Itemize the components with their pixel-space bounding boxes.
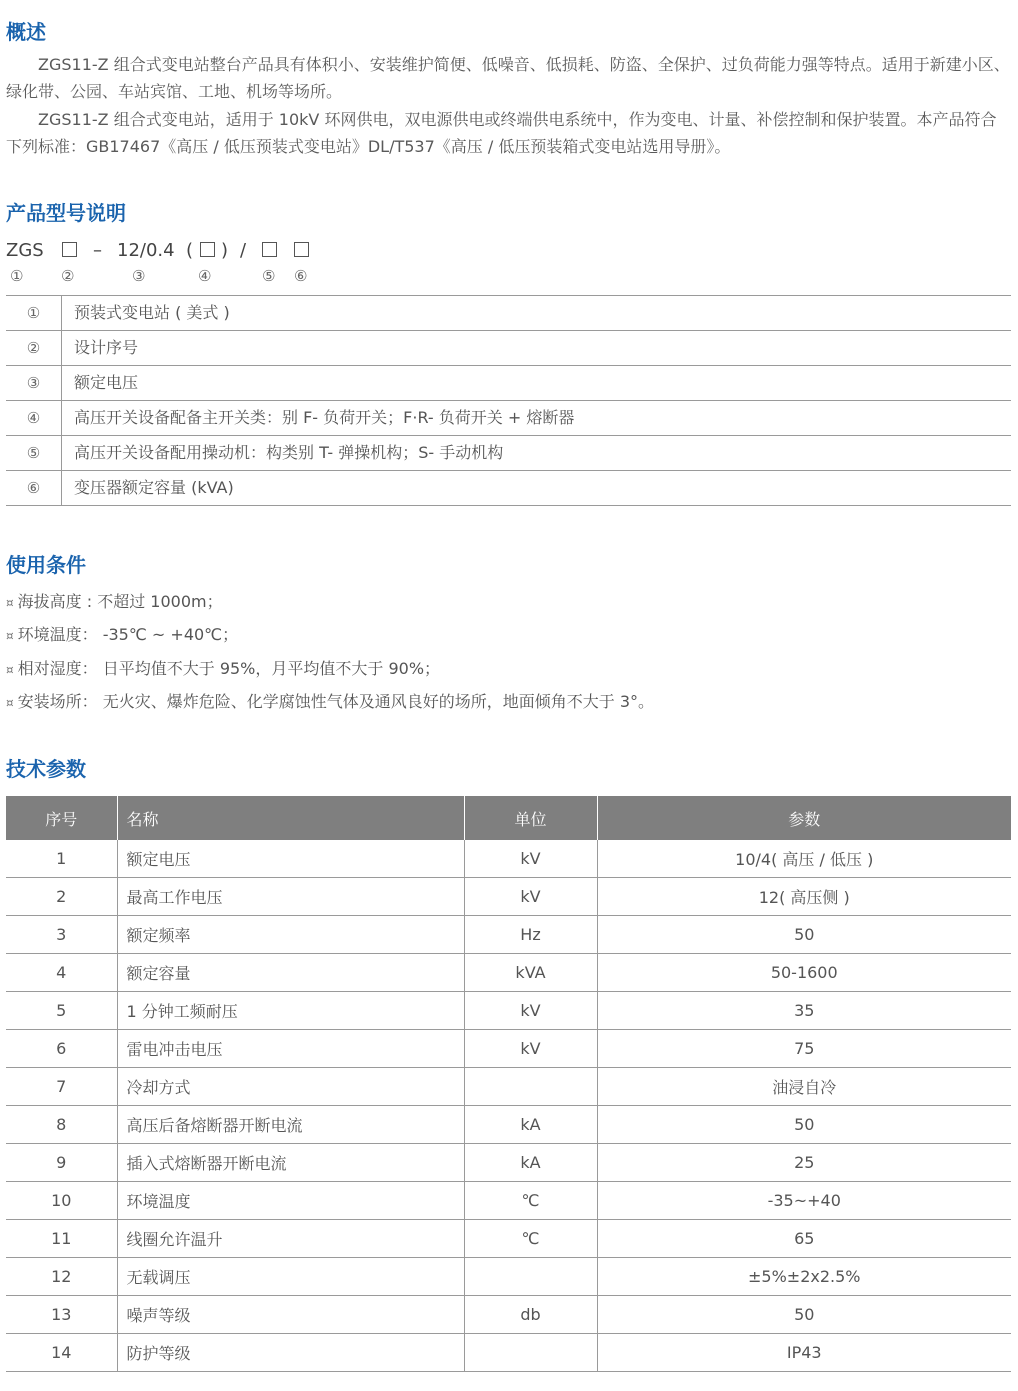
bullet-icon: ¤ bbox=[6, 663, 14, 677]
model-marker: ④ bbox=[198, 267, 212, 285]
table-row bbox=[6, 916, 1011, 954]
model-row-description: 变压器额定容量 (kVA) bbox=[74, 478, 234, 497]
cell-unit bbox=[464, 1334, 597, 1372]
cell-unit: db bbox=[464, 1296, 597, 1334]
table-row bbox=[6, 840, 1011, 878]
cell-no: 13 bbox=[6, 1296, 117, 1334]
tech-header-row bbox=[6, 796, 1011, 840]
cell-unit: kVA bbox=[464, 954, 597, 992]
cell-name: 1 分钟工频耐压 bbox=[117, 992, 464, 1030]
table-row bbox=[6, 1334, 1011, 1372]
cell-name: 额定容量 bbox=[117, 954, 464, 992]
header-no: 序号 bbox=[6, 796, 117, 840]
condition-text: 相对湿度： 日平均值不大于 95%，月平均值不大于 90%； bbox=[17, 659, 441, 678]
cell-no: 12 bbox=[6, 1258, 117, 1296]
cell-value: 50 bbox=[597, 916, 1011, 954]
model-placeholder-box bbox=[200, 242, 215, 257]
model-placeholder-box bbox=[294, 242, 309, 257]
tech-table bbox=[6, 796, 1011, 1372]
cell-name: 无载调压 bbox=[117, 1258, 464, 1296]
cell-name: 雷电冲击电压 bbox=[117, 1030, 464, 1068]
cell-value: 12( 高压侧 ) bbox=[597, 878, 1011, 916]
cell-no: 6 bbox=[6, 1030, 117, 1068]
cell-unit: kA bbox=[464, 1144, 597, 1182]
cell-value: 75 bbox=[597, 1030, 1011, 1068]
table-row bbox=[6, 1106, 1011, 1144]
cell-unit: kV bbox=[464, 840, 597, 878]
model-table bbox=[6, 295, 1011, 506]
model-slash: / bbox=[240, 240, 247, 261]
model-prefix: ZGS bbox=[6, 240, 44, 261]
condition-text: 环境温度： -35℃ ~ +40℃； bbox=[17, 625, 239, 644]
cell-unit bbox=[464, 1068, 597, 1106]
cell-no: 3 bbox=[6, 916, 117, 954]
model-row-description: 设计序号 bbox=[74, 338, 139, 357]
cell-name: 噪声等级 bbox=[117, 1296, 464, 1334]
model-row-description: 预装式变电站 ( 美式 ) bbox=[74, 303, 230, 322]
model-marker: ② bbox=[61, 267, 75, 285]
model-dash: – bbox=[93, 240, 102, 261]
model-placeholder-box bbox=[262, 242, 277, 257]
cell-no: 11 bbox=[6, 1220, 117, 1258]
table-row bbox=[6, 1258, 1011, 1296]
cell-value: 10/4( 高压 / 低压 ) bbox=[597, 840, 1011, 878]
condition-text: 海拔高度 : 不超过 1000m； bbox=[17, 592, 223, 611]
model-table-row bbox=[6, 471, 1011, 506]
cell-unit bbox=[464, 1258, 597, 1296]
overview-paragraph-1: ZGS11-Z 组合式变电站整台产品具有体积小、安装维护简便、低噪音、低损耗、防盗、全保护、过负荷能力强等特点。适用于新建小区、绿化带、公园、车站宾馆、工地、机场等场所。 bbox=[6, 55, 1010, 101]
header-unit: 单位 bbox=[464, 796, 597, 840]
cell-value: 35 bbox=[597, 992, 1011, 1030]
table-row bbox=[6, 992, 1011, 1030]
model-marker: ③ bbox=[132, 267, 146, 285]
model-row-description: 额定电压 bbox=[74, 373, 139, 392]
overview-paragraph-2: ZGS11-Z 组合式变电站，适用于 10kV 环网供电，双电源供电或终端供电系统中，作为变电、计量、补偿控制和保护装置。本产品符合下列标准：GB17467《高压 / 低压预装式变电站》DL/T537《高压 / 低压预装箱式变电站选用导册》。 bbox=[6, 110, 997, 156]
model-table-row bbox=[6, 296, 1011, 331]
cell-unit: kA bbox=[464, 1106, 597, 1144]
model-row-number: ⑤ bbox=[6, 436, 62, 470]
table-row bbox=[6, 1144, 1011, 1182]
model-row-number: ③ bbox=[6, 366, 62, 400]
bullet-icon: ¤ bbox=[6, 696, 14, 710]
cell-unit: Hz bbox=[464, 916, 597, 954]
condition-item bbox=[6, 658, 440, 681]
tech-title: 技术参数 bbox=[6, 757, 86, 781]
model-table-row bbox=[6, 366, 1011, 401]
header-name: 名称 bbox=[117, 796, 464, 840]
cell-no: 1 bbox=[6, 840, 117, 878]
cell-no: 7 bbox=[6, 1068, 117, 1106]
cell-name: 插入式熔断器开断电流 bbox=[117, 1144, 464, 1182]
cell-value: 65 bbox=[597, 1220, 1011, 1258]
cell-no: 8 bbox=[6, 1106, 117, 1144]
table-row bbox=[6, 1296, 1011, 1334]
model-marker: ⑥ bbox=[294, 267, 308, 285]
cell-value: -35~+40 bbox=[597, 1182, 1011, 1220]
cell-unit: kV bbox=[464, 1030, 597, 1068]
bullet-icon: ¤ bbox=[6, 629, 14, 643]
table-row bbox=[6, 878, 1011, 916]
bullet-icon: ¤ bbox=[6, 596, 14, 610]
cell-no: 4 bbox=[6, 954, 117, 992]
cell-name: 环境温度 bbox=[117, 1182, 464, 1220]
model-voltage: 12/0.4 bbox=[117, 240, 175, 261]
cell-value: 50 bbox=[597, 1296, 1011, 1334]
model-row-description: 高压开关设备配备主开关类：别 F- 负荷开关；F·R- 负荷开关 + 熔断器 bbox=[74, 408, 575, 427]
model-title: 产品型号说明 bbox=[6, 201, 126, 225]
model-marker: ⑤ bbox=[262, 267, 276, 285]
model-row-number: ① bbox=[6, 296, 62, 330]
cell-unit: kV bbox=[464, 992, 597, 1030]
header-value: 参数 bbox=[597, 796, 1011, 840]
model-marker: ① bbox=[10, 267, 24, 285]
cell-no: 2 bbox=[6, 878, 117, 916]
cell-value: ±5%±2x2.5% bbox=[597, 1258, 1011, 1296]
cell-value: 25 bbox=[597, 1144, 1011, 1182]
table-row bbox=[6, 1220, 1011, 1258]
cell-no: 14 bbox=[6, 1334, 117, 1372]
model-row-number: ⑥ bbox=[6, 471, 62, 505]
model-row-description: 高压开关设备配用操动机：构类别 T- 弹操机构；S- 手动机构 bbox=[74, 443, 504, 462]
cell-name: 高压后备熔断器开断电流 bbox=[117, 1106, 464, 1144]
cell-name: 线圈允许温升 bbox=[117, 1220, 464, 1258]
condition-item bbox=[6, 624, 238, 647]
model-row-number: ④ bbox=[6, 401, 62, 435]
cell-no: 5 bbox=[6, 992, 117, 1030]
cell-unit: ℃ bbox=[464, 1182, 597, 1220]
model-table-row bbox=[6, 401, 1011, 436]
model-paren-open: ( bbox=[186, 240, 194, 261]
cell-value: 50 bbox=[597, 1106, 1011, 1144]
cell-name: 额定电压 bbox=[117, 840, 464, 878]
table-row bbox=[6, 1068, 1011, 1106]
cell-unit: kV bbox=[464, 878, 597, 916]
conditions-title: 使用条件 bbox=[6, 553, 86, 577]
cell-value: IP43 bbox=[597, 1334, 1011, 1372]
cell-value: 50-1600 bbox=[597, 954, 1011, 992]
overview-title: 概述 bbox=[6, 20, 46, 44]
table-row bbox=[6, 1030, 1011, 1068]
cell-name: 最高工作电压 bbox=[117, 878, 464, 916]
model-row-number: ② bbox=[6, 331, 62, 365]
cell-no: 10 bbox=[6, 1182, 117, 1220]
model-placeholder-box bbox=[62, 242, 77, 257]
cell-no: 9 bbox=[6, 1144, 117, 1182]
model-paren-close: ) bbox=[221, 240, 229, 261]
condition-item bbox=[6, 691, 654, 714]
condition-item bbox=[6, 591, 223, 614]
model-table-row bbox=[6, 331, 1011, 366]
table-row bbox=[6, 1182, 1011, 1220]
cell-name: 冷却方式 bbox=[117, 1068, 464, 1106]
cell-unit: ℃ bbox=[464, 1220, 597, 1258]
condition-text: 安装场所： 无火灾、爆炸危险、化学腐蚀性气体及通风良好的场所，地面倾角不大于 3°。 bbox=[17, 692, 654, 711]
cell-name: 防护等级 bbox=[117, 1334, 464, 1372]
cell-name: 额定频率 bbox=[117, 916, 464, 954]
table-row bbox=[6, 954, 1011, 992]
model-table-row bbox=[6, 436, 1011, 471]
cell-value: 油浸自冷 bbox=[597, 1068, 1011, 1106]
